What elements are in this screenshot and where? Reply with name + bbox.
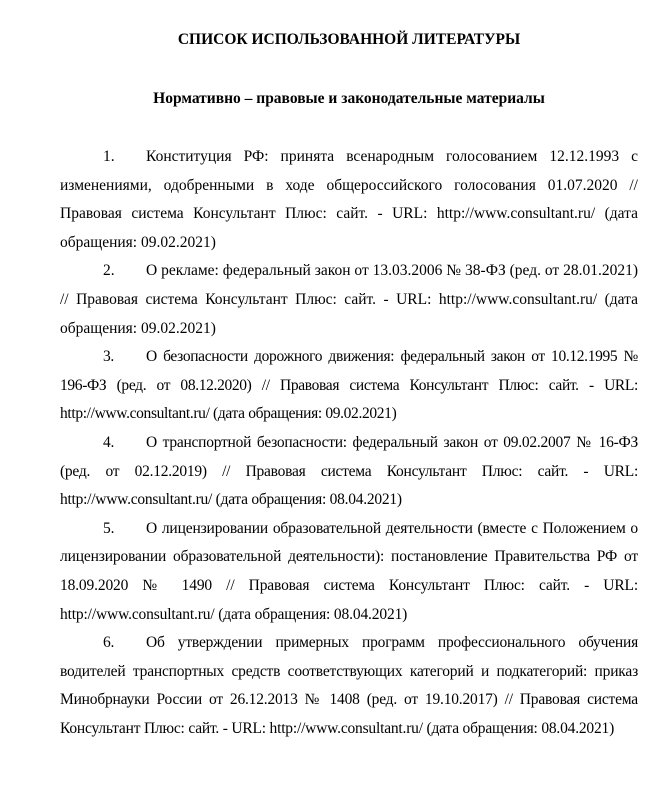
- page-title: СПИСОК ИСПОЛЬЗОВАННОЙ ЛИТЕРАТУРЫ: [177, 31, 521, 48]
- reference-number: 3.: [103, 348, 114, 366]
- reference-number: 1.: [103, 148, 115, 165]
- reference-text: О лицензировании образовательной деятельности (вместе с Положением о лицензировании образовательной деятельности): постановление Правительства РФ от 18.09.2020 № 1490 // Правовая система Консультант Плюс: сайт. - URL: http://www.consultant.ru/ (дата обращения: 08.04.2021): [60, 519, 638, 623]
- reference-number: 4.: [103, 433, 115, 451]
- reference-item: [60, 143, 638, 257]
- reference-text: О безопасности дорожного движения: федеральный закон от 10.12.1995 № 196-ФЗ (ред. от 08.12.2020) // Правовая система Консультант Плюс: сайт. - URL: http://www.consultant.ru/ (дата обращения: 09.02.2021): [60, 348, 638, 423]
- reference-text: Об утверждении примерных программ профессионального обучения водителей транспортных средств соответствующих категорий и подкатегорий: приказ Минобрнауки России от 26.12.2013 № 1408 (ред. от 19.10.2017) // Правовая система Консультант Плюс: сайт. - URL: http://www.consultant.ru/ (дата обращения: 08.04.2021): [60, 634, 638, 737]
- reference-text: О транспортной безопасности: федеральный закон от 09.02.2007 № 16-ФЗ (ред. от 02.12.2019) // Правовая система Консультант Плюс: сайт. - URL: http://www.consultant.ru/ (дата обращения: 08.04.2021): [60, 433, 638, 509]
- reference-text: О рекламе: федеральный закон от 13.03.2006 № 38-ФЗ (ред. от 28.01.2021) // Правовая система Консультант Плюс: сайт. - URL: http://www.consultant.ru/ (дата обращения: 09.02.2021): [60, 262, 638, 337]
- reference-item: [60, 515, 638, 629]
- reference-item: [60, 343, 638, 429]
- reference-number: 6.: [103, 634, 115, 652]
- reference-number: 5.: [103, 519, 115, 537]
- reference-text: Конституция РФ: принята всенародным голосованием 12.12.1993 с изменениями, одобренными в ходе общероссийского голосования 01.07.2020 // Правовая система Консультант Плюс: сайт. - URL: http://www.consultant.ru/ (дата обращения: 09.02.2021): [60, 148, 638, 251]
- reference-item: [60, 629, 638, 743]
- reference-list: [60, 143, 638, 743]
- reference-number: 2.: [103, 262, 115, 280]
- reference-item: [60, 429, 638, 515]
- section-heading: Нормативно – правовые и законодательные материалы: [153, 90, 545, 107]
- reference-item: [60, 257, 638, 343]
